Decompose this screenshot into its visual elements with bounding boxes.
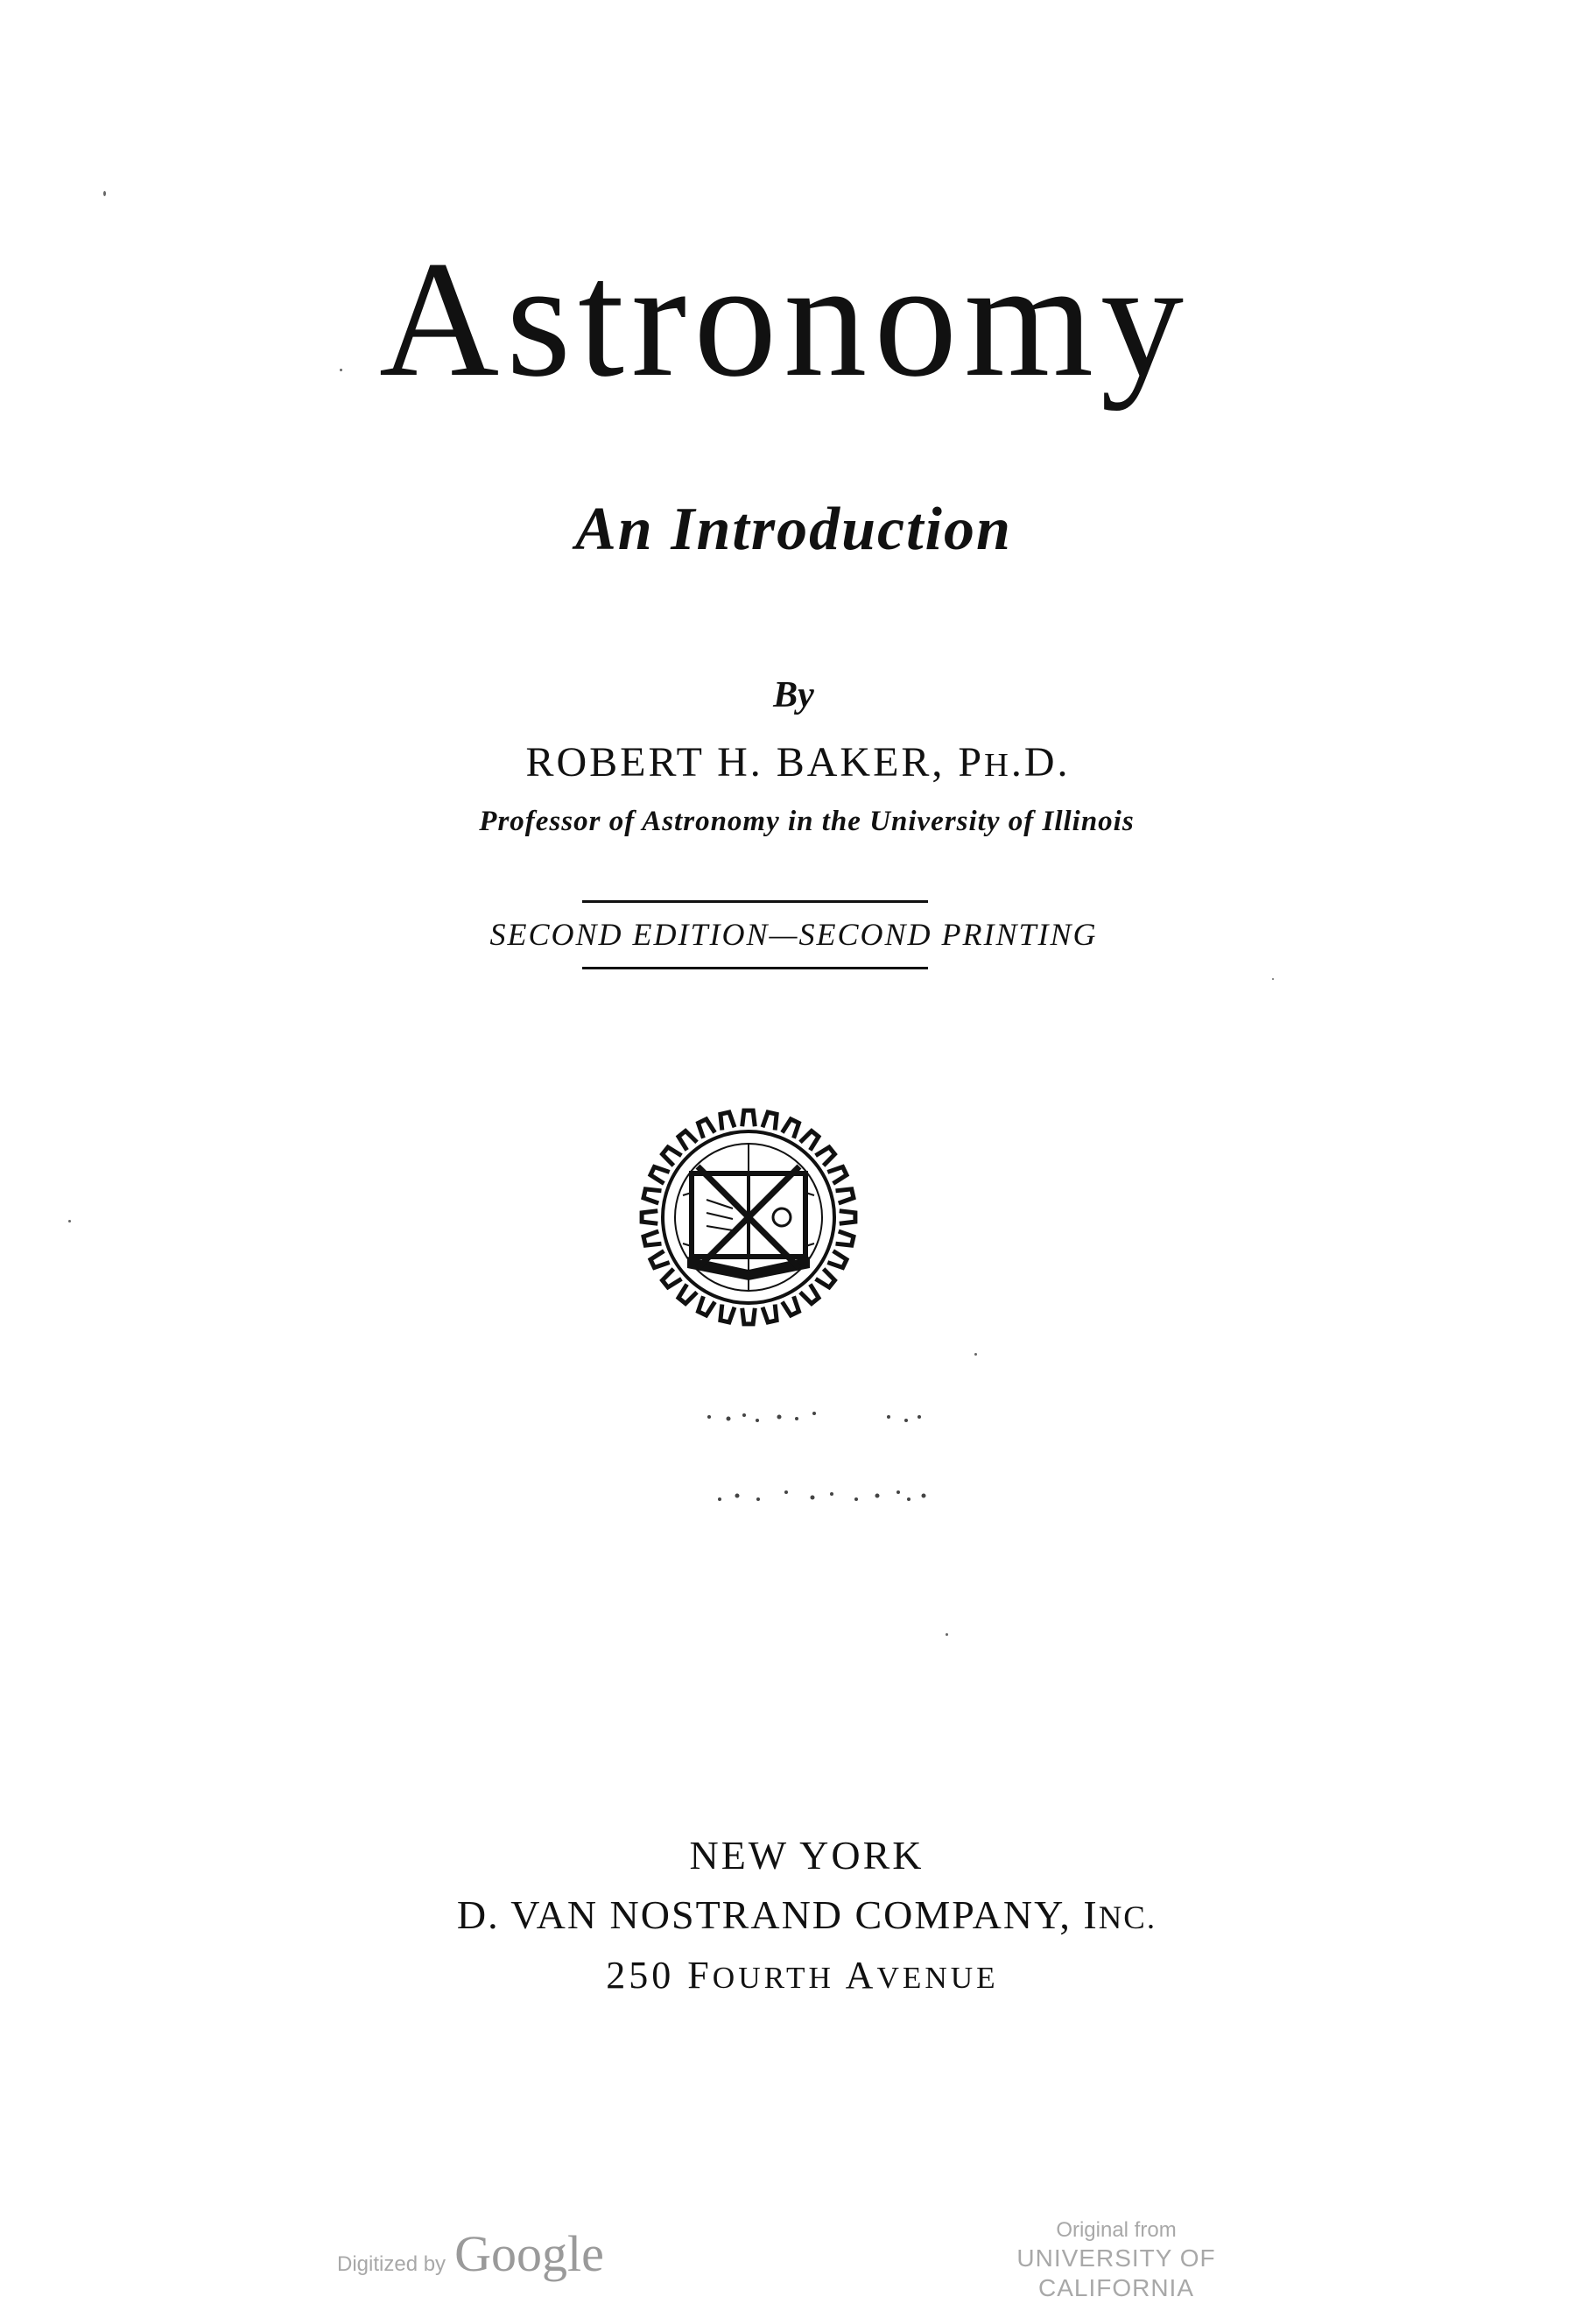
gear-tooth [827,1166,847,1183]
author-name-text: ROBERT H. BAKER, [525,739,959,786]
address-initial-2: A [845,1954,877,1997]
gear-tooth [836,1231,854,1245]
publisher-suffix-initial: I [1083,1892,1099,1937]
gear-tooth [650,1166,670,1183]
gear-tooth [782,1119,798,1138]
original-from-watermark [959,2217,1274,2303]
author-degree-initial: P [958,739,985,786]
gear-tooth [742,1308,756,1324]
gear-tooth [721,1112,735,1130]
scan-speck [1272,978,1274,980]
author-name [0,738,1596,786]
original-from-label: Original from [1056,2218,1177,2242]
imprint-publisher [18,1892,1596,1938]
university-label: UNIVERSITY OF CALIFORNIA [1016,2244,1216,2301]
gear-tooth [643,1189,661,1203]
gear-tooth [800,1285,819,1304]
scan-speck [974,1353,977,1356]
digitized-by-watermark [337,2224,604,2283]
gear-tooth [650,1251,670,1267]
gear-tooth [678,1285,697,1304]
edition-line: SECOND EDITION—SECOND PRINTING [489,917,1098,952]
gear-tooth [763,1305,777,1322]
gear-tooth [742,1110,756,1126]
gear-tooth [663,1269,682,1287]
gear-tooth [763,1112,777,1130]
gear-tooth [816,1147,835,1166]
gear-tooth [836,1189,854,1203]
gear-tooth [827,1251,847,1267]
by-line: By [773,675,814,715]
book-title: Astronomy [379,228,1191,412]
gear-tooth [663,1147,682,1166]
gear-tooth [698,1296,714,1315]
author-degree-small: H [984,747,1011,784]
gear-tooth [800,1131,819,1151]
edition-bottom-rule [582,967,928,969]
gear-tooth [642,1211,657,1224]
address-initial-1: F [687,1954,713,1997]
gear-tooth [721,1305,735,1322]
scan-speck [103,191,106,196]
author-affiliation: Professor of Astronomy in the University of Illinois [479,806,1135,837]
gear-tooth [840,1211,855,1224]
address-small-1: OURTH [712,1961,846,1995]
gear-tooth [782,1296,798,1315]
scan-speck [68,1220,71,1222]
scan-speck [340,369,342,371]
gear-tooth [678,1131,697,1151]
edition-top-rule [582,900,928,903]
book-subtitle: An Introduction [575,496,1012,563]
scan-speck [946,1633,948,1636]
publisher-suffix-small: NC. [1098,1899,1157,1935]
gear-tooth [643,1231,661,1245]
address-number: 250 [606,1954,688,1997]
imprint-city: NEW YORK [689,1833,925,1878]
author-degree-rest: .D. [1010,739,1071,786]
gear-tooth [698,1119,714,1138]
address-small-2: VENUE [876,1961,999,1995]
google-logo: Google [454,2225,604,2282]
publisher-seal-icon [635,1103,862,1331]
publisher-name: D. VAN NOSTRAND COMPANY, [456,1892,1084,1937]
gear-tooth [816,1269,835,1287]
digitized-by-label: Digitized by [337,2252,446,2276]
imprint-address [9,1953,1596,1998]
library-stamp-icon [683,1401,1103,1550]
